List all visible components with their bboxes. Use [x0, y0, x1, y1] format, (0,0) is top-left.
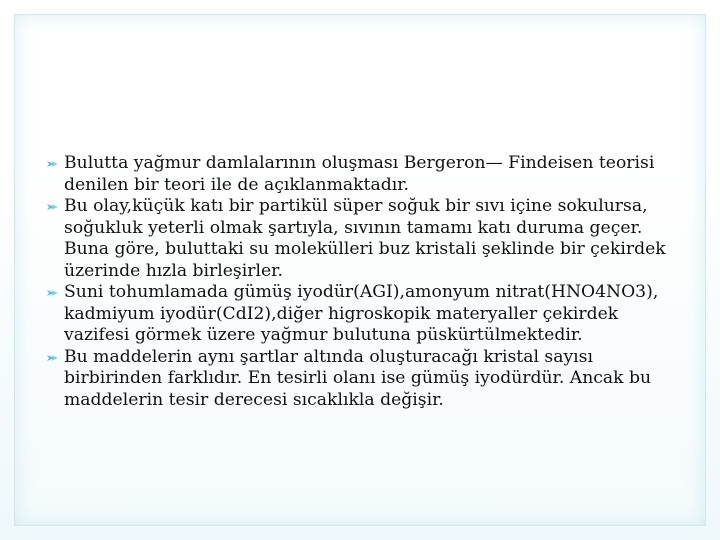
bullet-item-3	[46, 282, 686, 347]
arrow-bullet-icon	[46, 353, 60, 363]
bullet-text-1: Bulutta yağmur damlalarının oluşması Bergeron— Findeisen teorisi denilen bir teori ile de açıklanmaktadır.	[64, 153, 655, 195]
arrow-bullet-icon	[46, 159, 60, 169]
bullet-text-3: Suni tohumlamada gümüş iyodür(AGI),amonyum nitrat(HNO4NO3), kadmiyum iyodür(CdI2),diğer higroskopik materyaller çekirdek vazifesi görmek üzere yağmur bulutuna püskürtülmektedir.	[64, 282, 659, 345]
bullet-list	[46, 153, 686, 411]
arrow-bullet-icon	[46, 202, 60, 212]
bullet-text-2: Bu olay,küçük katı bir partikül süper soğuk bir sıvı içine sokulursa, soğukluk yeterli olmak şartıyla, sıvının tamamı katı duruma geçer. Buna göre, buluttaki su molekülleri buz kristali şeklinde bir çekirdek üzerinde hızla birleşirler.	[64, 196, 666, 281]
bullet-text-4: Bu maddelerin aynı şartlar altında oluşturacağı kristal sayısı birbirinden farklıdır. En tesirli olanı ise gümüş iyodürdür. Ancak bu maddelerin tesir derecesi sıcaklıkla değişir.	[64, 346, 652, 410]
bullet-item-2	[46, 196, 686, 282]
arrow-bullet-icon	[46, 288, 60, 298]
bullet-item-1	[46, 153, 686, 196]
bullet-item-4	[46, 347, 686, 412]
